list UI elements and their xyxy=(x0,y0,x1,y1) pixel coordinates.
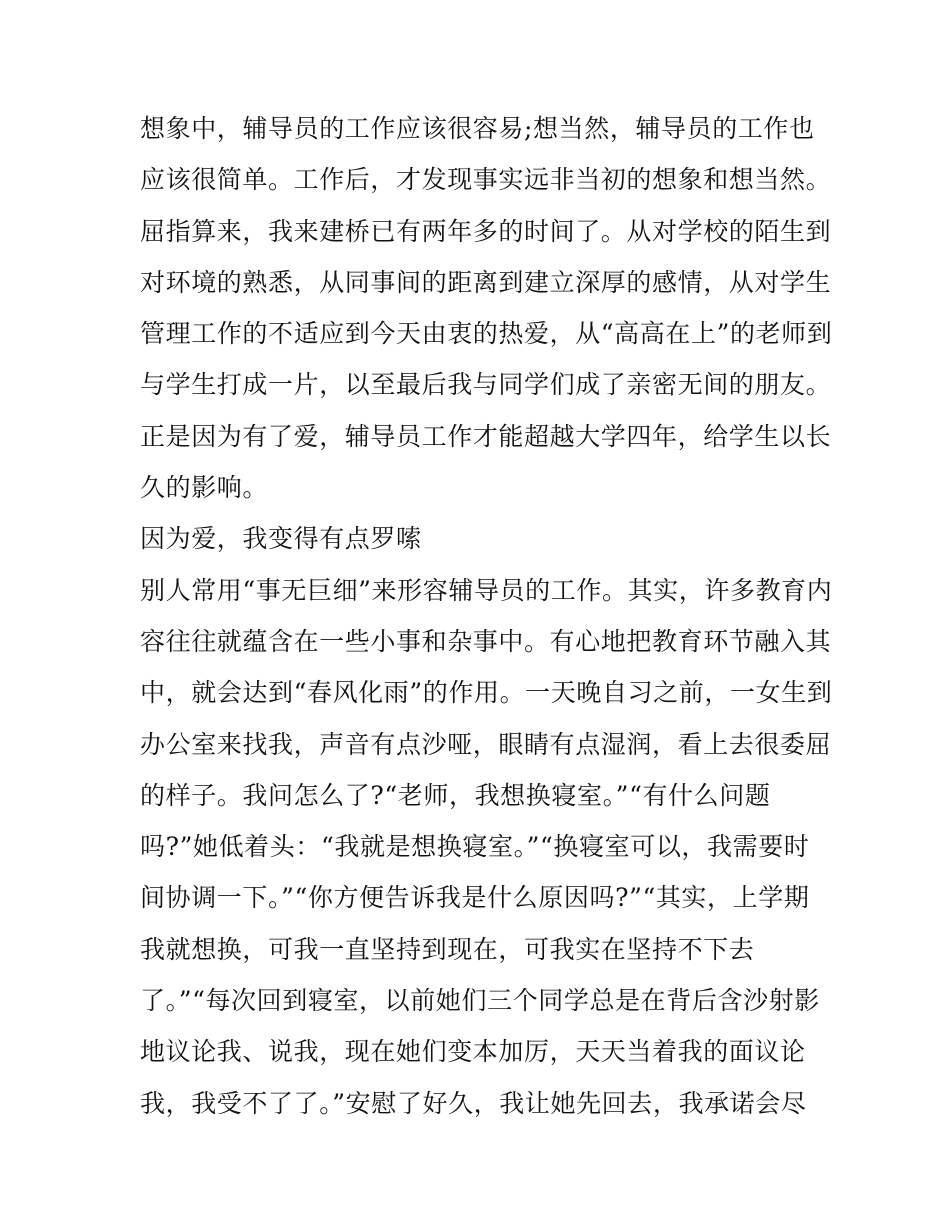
section-heading: 因为爱，我变得有点罗嗦 xyxy=(140,524,422,554)
text-line: 想象中，辅导员的工作应该很容易;想当然，辅导员的工作也 xyxy=(140,114,815,143)
text-line: 别人常用“事无巨细”来形容辅导员的工作。其实，许多教育内 xyxy=(140,575,833,605)
text-line: 容往往就蕴含在一些小事和杂事中。有心地把教育环节融入其 xyxy=(140,626,832,656)
text-line: 我，我受不了了。”安慰了好久，我让她先回去，我承诺会尽 xyxy=(140,1088,807,1118)
text-line: 间协调一下。”“你方便告诉我是什么原因吗?”“其实，上学期 xyxy=(140,883,810,913)
text-line: 的样子。我问怎么了?“老师，我想换寝室。”“有什么问题 xyxy=(140,780,771,810)
text-line: 应该很简单。工作后，才发现事实远非当初的想象和想当然。 xyxy=(140,165,832,195)
text-line: 吗?”她低着头：“我就是想换寝室。”“换寝室可以，我需要时 xyxy=(140,832,810,862)
text-line: 正是因为有了爱，辅导员工作才能超越大学四年，给学生以长 xyxy=(140,421,832,451)
text-line: 办公室来找我，声音有点沙哑，眼睛有点湿润，看上去很委屈 xyxy=(140,729,832,759)
text-line: 管理工作的不适应到今天由衷的热爱，从“高高在上”的老师到 xyxy=(140,319,833,349)
text-line: 久的影响。 xyxy=(140,473,269,503)
text-line: 与学生打成一片，以至最后我与同学们成了亲密无间的朋友。 xyxy=(140,370,832,400)
text-line: 我就想换，可我一直坚持到现在，可我实在坚持不下去 xyxy=(140,934,755,964)
text-line: 了。”“每次回到寝室，以前她们三个同学总是在背后含沙射影 xyxy=(140,986,820,1016)
text-line: 中，就会达到“春风化雨”的作用。一天晚自习之前，一女生到 xyxy=(140,678,833,708)
text-line: 地议论我、说我，现在她们变本加厉，天天当着我的面议论 xyxy=(140,1037,806,1067)
text-line: 对环境的熟悉，从同事间的距离到建立深厚的感情，从对学生 xyxy=(140,267,832,297)
text-line: 屈指算来，我来建桥已有两年多的时间了。从对学校的陌生到 xyxy=(140,216,832,246)
body-text xyxy=(140,103,833,1129)
